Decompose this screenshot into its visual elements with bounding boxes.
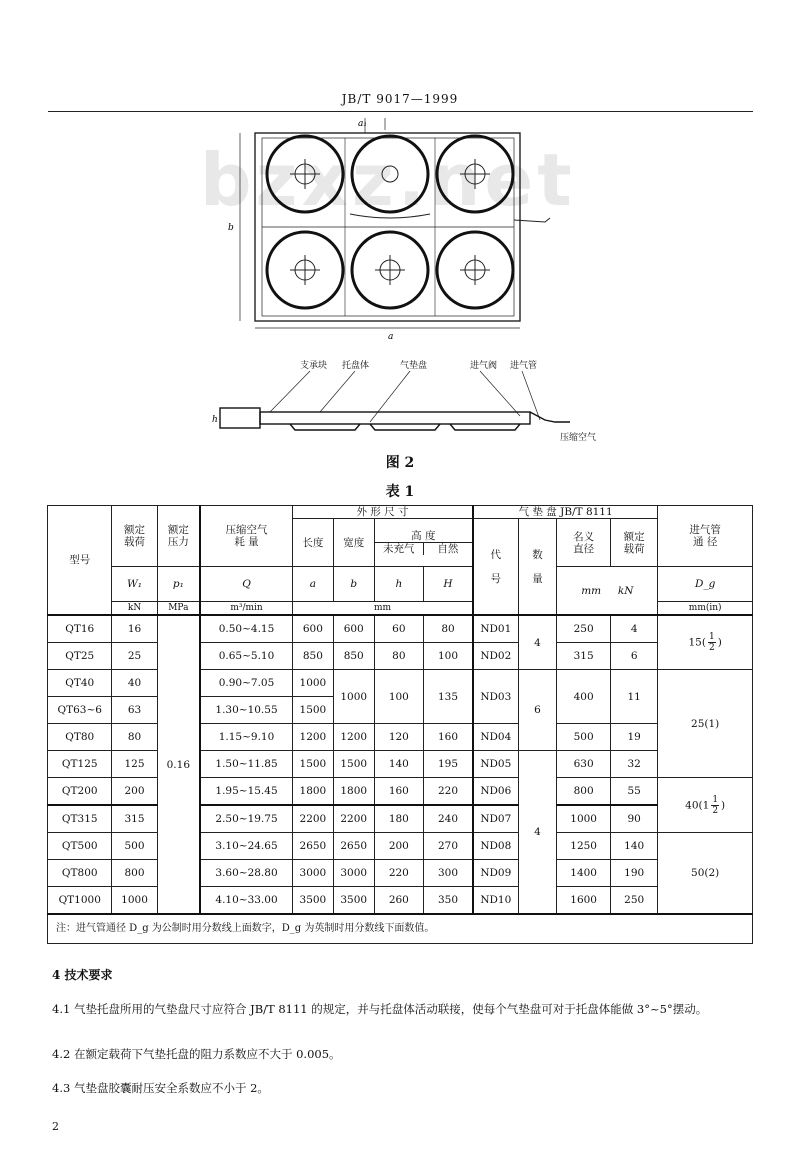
cell-dia: 800 bbox=[557, 778, 611, 806]
col-header-rated-load-line1: 额定 bbox=[124, 524, 146, 536]
page-number: 2 bbox=[52, 1120, 59, 1133]
cell-load: 200 bbox=[112, 778, 157, 806]
inlet-c-whole: 40(1 bbox=[685, 799, 710, 811]
col-header-width: 宽度 bbox=[333, 519, 374, 567]
callout-pallet-body: 托盘体 bbox=[342, 361, 370, 371]
symbol-Q: Q bbox=[200, 567, 292, 602]
col-header-pad-load-line1: 额定 bbox=[623, 530, 645, 543]
cell-air: 3.10~24.65 bbox=[200, 833, 292, 860]
cell-qty: 6 bbox=[518, 670, 557, 751]
cell-load: 315 bbox=[112, 805, 157, 833]
col-header-model: 型号 bbox=[48, 506, 112, 616]
table-row bbox=[48, 670, 753, 697]
col-header-rated-pressure bbox=[157, 506, 200, 567]
col-header-code-line1: 代 bbox=[490, 548, 502, 561]
cell-pad-load: 250 bbox=[611, 887, 658, 915]
symbol-p: p₁ bbox=[157, 567, 200, 602]
cell-h: 80 bbox=[374, 643, 423, 670]
spec-table bbox=[47, 505, 753, 944]
cell-load: 40 bbox=[112, 670, 157, 697]
unit-MPa: MPa bbox=[157, 602, 200, 616]
cell-dia: 250 bbox=[557, 615, 611, 643]
cell-dia: 400 bbox=[557, 670, 611, 724]
cell-a: 3500 bbox=[292, 887, 333, 915]
col-header-qty-line2: 量 bbox=[532, 572, 543, 585]
cell-H: 160 bbox=[424, 724, 473, 751]
col-header-dimensions: 外 形 尺 寸 bbox=[292, 506, 473, 519]
pallet-side-view-drawing bbox=[210, 350, 630, 450]
cell-load: 1000 bbox=[112, 887, 157, 915]
cell-inlet bbox=[658, 615, 753, 670]
paragraph-4-2: 4.2 在额定载荷下气垫托盘的阻力系数应不大于 0.005。 bbox=[52, 1047, 341, 1061]
table-header-row bbox=[48, 506, 753, 519]
cell-model: QT80 bbox=[48, 724, 112, 751]
cell-code: ND09 bbox=[473, 860, 518, 887]
col-header-code bbox=[473, 519, 518, 616]
symbol-W: W₁ bbox=[112, 567, 157, 602]
cell-model: QT25 bbox=[48, 643, 112, 670]
table-note: 注：进气管通径 D_g 为公制时用分数线上面数字，D_g 为英制时用分数线下面数值。 bbox=[48, 914, 753, 944]
cell-H: 270 bbox=[424, 833, 473, 860]
unit-kN-pad: kN bbox=[617, 584, 634, 597]
paragraph-4-3: 4.3 气垫盘胶囊耐压安全系数应不小于 2。 bbox=[52, 1081, 269, 1095]
col-header-qty bbox=[518, 519, 557, 616]
paragraph-4-1: 4.1 气垫托盘所用的气垫盘尺寸应符合 JB/T 8111 的规定，并与托盘体活动联接，使每个气垫盘可对于托盘体能做 3°~5°摆动。 bbox=[52, 1002, 708, 1016]
inlet-c-fraction bbox=[711, 795, 719, 816]
cell-code: ND06 bbox=[473, 778, 518, 806]
cell-h: 220 bbox=[374, 860, 423, 887]
symbol-a: a bbox=[292, 567, 333, 602]
cell-code: ND07 bbox=[473, 805, 518, 833]
cell-a: 1000 bbox=[292, 670, 333, 697]
col-header-rated-pressure-line2: 压力 bbox=[167, 536, 189, 548]
cell-H: 300 bbox=[424, 860, 473, 887]
callout-support-block: 支承块 bbox=[300, 361, 328, 371]
cell-a: 1500 bbox=[292, 751, 333, 778]
dim-label-a: a bbox=[388, 332, 394, 342]
cell-model: QT500 bbox=[48, 833, 112, 860]
cell-b: 3500 bbox=[333, 887, 374, 915]
cell-air: 1.50~11.85 bbox=[200, 751, 292, 778]
cell-model: QT16 bbox=[48, 615, 112, 643]
col-header-air-line2: 耗 量 bbox=[234, 536, 259, 548]
cell-air: 2.50~19.75 bbox=[200, 805, 292, 833]
cell-b: 1800 bbox=[333, 778, 374, 806]
cell-h: 140 bbox=[374, 751, 423, 778]
inlet-a-num: 1 bbox=[708, 632, 715, 642]
cell-qty: 4 bbox=[518, 751, 557, 915]
inlet-c-close: ) bbox=[721, 799, 726, 811]
cell-code: ND02 bbox=[473, 643, 518, 670]
col-header-nom-line2: 直径 bbox=[573, 542, 595, 555]
table-row bbox=[48, 615, 753, 643]
cell-h: 160 bbox=[374, 778, 423, 806]
cell-air: 4.10~33.00 bbox=[200, 887, 292, 915]
cell-b: 600 bbox=[333, 615, 374, 643]
dim-label-h: h bbox=[212, 415, 218, 425]
cell-dia: 315 bbox=[557, 643, 611, 670]
cell-b: 2650 bbox=[333, 833, 374, 860]
dim-label-b: b bbox=[228, 223, 234, 233]
cell-h: 120 bbox=[374, 724, 423, 751]
callout-air-pad: 气垫盘 bbox=[400, 361, 428, 371]
col-header-nominal-diameter bbox=[557, 519, 611, 567]
unit-flow: m³/min bbox=[200, 602, 292, 616]
col-header-air-line1: 压缩空气 bbox=[225, 524, 268, 536]
cell-H: 100 bbox=[424, 643, 473, 670]
symbol-b: b bbox=[333, 567, 374, 602]
col-header-air-pad: 气 垫 盘 JB/T 8111 bbox=[473, 506, 658, 519]
col-header-nom-line1: 名义 bbox=[573, 530, 595, 543]
cell-load: 800 bbox=[112, 860, 157, 887]
cell-model: QT200 bbox=[48, 778, 112, 806]
cell-a: 1800 bbox=[292, 778, 333, 806]
col-header-inlet-line1: 进气管 bbox=[689, 524, 721, 536]
col-header-height bbox=[374, 519, 473, 567]
cell-pad-load: 55 bbox=[611, 778, 658, 806]
cell-a: 600 bbox=[292, 615, 333, 643]
col-header-air-consumption bbox=[200, 506, 292, 567]
cell-a: 2650 bbox=[292, 833, 333, 860]
cell-code: ND10 bbox=[473, 887, 518, 915]
table-row bbox=[48, 833, 753, 860]
cell-air: 0.65~5.10 bbox=[200, 643, 292, 670]
callout-inlet-pipe: 进气管 bbox=[510, 361, 538, 371]
col-header-inlet-line2: 通 径 bbox=[692, 536, 718, 548]
cell-load: 63 bbox=[112, 697, 157, 724]
col-header-rated-load bbox=[112, 506, 157, 567]
col-header-height-group: 高 度 bbox=[375, 530, 472, 543]
cell-inlet bbox=[658, 778, 753, 833]
cell-h: 200 bbox=[374, 833, 423, 860]
cell-H: 350 bbox=[424, 887, 473, 915]
cell-load: 25 bbox=[112, 643, 157, 670]
cell-load: 500 bbox=[112, 833, 157, 860]
watermark: bzxz.net bbox=[200, 138, 576, 222]
cell-load: 125 bbox=[112, 751, 157, 778]
cell-dia: 1400 bbox=[557, 860, 611, 887]
cell-pad-load: 4 bbox=[611, 615, 658, 643]
inlet-c-num: 1 bbox=[712, 794, 719, 805]
cell-model: QT63~6 bbox=[48, 697, 112, 724]
table-row bbox=[48, 860, 753, 887]
cell-H: 135 bbox=[424, 670, 473, 724]
cell-H: 80 bbox=[424, 615, 473, 643]
cell-inlet: 25(1) bbox=[658, 670, 753, 778]
cell-h: 100 bbox=[374, 670, 423, 724]
inlet-a-den: 2 bbox=[708, 643, 715, 653]
table-row bbox=[48, 751, 753, 778]
col-header-qty-line1: 数 bbox=[532, 548, 543, 561]
cell-a: 3000 bbox=[292, 860, 333, 887]
cell-model: QT315 bbox=[48, 805, 112, 833]
inlet-a-whole: 15( bbox=[688, 636, 706, 649]
cell-air: 0.90~7.05 bbox=[200, 670, 292, 697]
cell-inlet: 50(2) bbox=[658, 833, 753, 915]
col-header-inlet bbox=[658, 506, 753, 567]
cell-model: QT1000 bbox=[48, 887, 112, 915]
cell-dia: 1600 bbox=[557, 887, 611, 915]
cell-b: 1000 bbox=[333, 670, 374, 724]
symbol-D: D_g bbox=[658, 567, 753, 602]
cell-code: ND04 bbox=[473, 724, 518, 751]
cell-a: 1500 bbox=[292, 697, 333, 724]
cell-pad-load: 6 bbox=[611, 643, 658, 670]
inlet-c-den: 2 bbox=[712, 805, 719, 816]
cell-pad-load: 140 bbox=[611, 833, 658, 860]
inlet-a-close: ) bbox=[717, 636, 722, 649]
col-header-length: 长度 bbox=[292, 519, 333, 567]
col-header-code-line2: 号 bbox=[490, 572, 502, 585]
symbol-H: H bbox=[424, 567, 473, 602]
cell-load: 80 bbox=[112, 724, 157, 751]
cell-dia: 500 bbox=[557, 724, 611, 751]
cell-code: ND08 bbox=[473, 833, 518, 860]
cell-dia: 1000 bbox=[557, 805, 611, 833]
cell-b: 1200 bbox=[333, 724, 374, 751]
dim-label-a1: a₁ bbox=[358, 119, 367, 129]
units-pad bbox=[557, 567, 658, 616]
cell-b: 1500 bbox=[333, 751, 374, 778]
cell-a: 850 bbox=[292, 643, 333, 670]
cell-b: 850 bbox=[333, 643, 374, 670]
cell-air: 3.60~28.80 bbox=[200, 860, 292, 887]
cell-model: QT800 bbox=[48, 860, 112, 887]
cell-pad-load: 32 bbox=[611, 751, 658, 778]
callout-inlet-valve: 进气阀 bbox=[470, 361, 498, 371]
cell-pad-load: 11 bbox=[611, 670, 658, 724]
cell-dia: 1250 bbox=[557, 833, 611, 860]
cell-dia: 630 bbox=[557, 751, 611, 778]
cell-H: 240 bbox=[424, 805, 473, 833]
cell-b: 3000 bbox=[333, 860, 374, 887]
callout-compressed-air: 压缩空气 bbox=[560, 433, 597, 443]
header-rule bbox=[48, 111, 753, 112]
pallet-top-view-drawing bbox=[210, 118, 570, 343]
cell-H: 195 bbox=[424, 751, 473, 778]
unit-mm-pad: mm bbox=[581, 584, 602, 597]
cell-air: 1.95~15.45 bbox=[200, 778, 292, 806]
col-header-pad-load bbox=[611, 519, 658, 567]
cell-h: 60 bbox=[374, 615, 423, 643]
col-header-rated-pressure-line1: 额定 bbox=[167, 524, 189, 536]
cell-pad-load: 19 bbox=[611, 724, 658, 751]
section-title: 4 技术要求 bbox=[52, 968, 113, 982]
cell-code: ND03 bbox=[473, 670, 518, 724]
cell-h: 180 bbox=[374, 805, 423, 833]
table-row bbox=[48, 887, 753, 915]
table-caption: 表 1 bbox=[385, 484, 415, 500]
cell-code: ND05 bbox=[473, 751, 518, 778]
cell-model: QT40 bbox=[48, 670, 112, 697]
figure-caption: 图 2 bbox=[385, 455, 415, 471]
cell-H: 220 bbox=[424, 778, 473, 806]
symbol-h: h bbox=[374, 567, 423, 602]
cell-h: 260 bbox=[374, 887, 423, 915]
cell-qty: 4 bbox=[518, 615, 557, 670]
cell-pad-load: 90 bbox=[611, 805, 658, 833]
table-row bbox=[48, 643, 753, 670]
cell-air: 1.30~10.55 bbox=[200, 697, 292, 724]
cell-code: ND01 bbox=[473, 615, 518, 643]
col-header-rated-load-line2: 载荷 bbox=[124, 536, 146, 548]
inlet-a-fraction bbox=[708, 632, 716, 653]
cell-a: 1200 bbox=[292, 724, 333, 751]
cell-air: 1.15~9.10 bbox=[200, 724, 292, 751]
cell-b: 2200 bbox=[333, 805, 374, 833]
cell-model: QT125 bbox=[48, 751, 112, 778]
col-header-floating: 自然 bbox=[437, 543, 459, 555]
unit-mm: mm bbox=[292, 602, 473, 616]
table-row bbox=[48, 724, 753, 751]
col-header-pad-load-line2: 载荷 bbox=[623, 542, 645, 555]
cell-load: 16 bbox=[112, 615, 157, 643]
unit-inlet: mm(in) bbox=[658, 602, 753, 616]
unit-kN: kN bbox=[112, 602, 157, 616]
table-row bbox=[48, 805, 753, 833]
cell-air: 0.50~4.15 bbox=[200, 615, 292, 643]
col-header-uninflated: 未充气 bbox=[375, 543, 424, 555]
table-row bbox=[48, 778, 753, 806]
cell-pressure: 0.16 bbox=[157, 615, 200, 914]
cell-a: 2200 bbox=[292, 805, 333, 833]
standard-header: JB/T 9017—1999 bbox=[341, 92, 459, 106]
cell-pad-load: 190 bbox=[611, 860, 658, 887]
